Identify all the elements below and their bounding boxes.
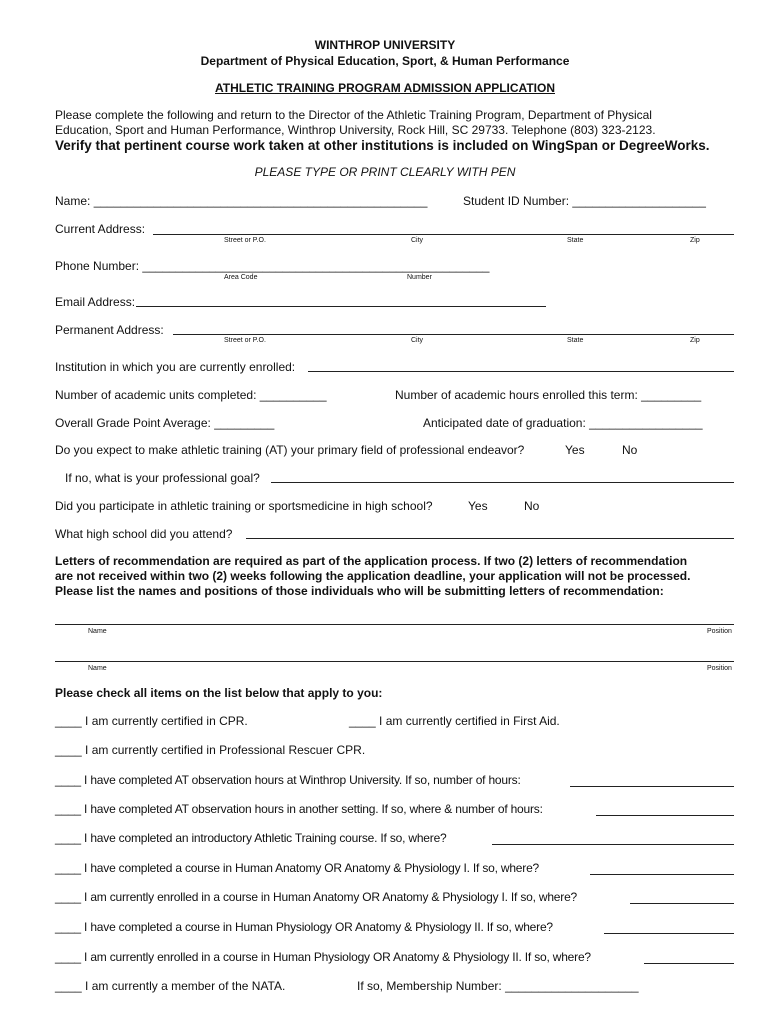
nata-number-label: If so, Membership Number: [357, 979, 506, 993]
phone-field[interactable] [55, 259, 489, 273]
units-blank[interactable]: __________ [259, 388, 327, 402]
check-physio-enrolled-label: I am currently enrolled in a course in Human Physiology OR Anatomy & Physiology II. If so, where? [84, 950, 591, 964]
hs-attend-line[interactable] [246, 538, 734, 539]
hs-no-option[interactable]: No [524, 499, 540, 513]
intro-line-2: Education, Sport and Human Performance, Winthrop University, Rock Hill, SC 29733. Telephone (803) 323-2123. [55, 123, 656, 137]
name-blank[interactable]: __________________________________________________ [93, 194, 428, 208]
permanent-state-caption: State [567, 337, 584, 344]
check-blank[interactable]: ____ [55, 979, 82, 993]
phone-label: Phone Number: [55, 259, 143, 273]
check-blank[interactable]: ____ [55, 950, 81, 964]
current-zip-caption: Zip [690, 237, 700, 244]
check-nata[interactable] [55, 979, 285, 993]
physio-enrolled-line[interactable] [644, 963, 734, 964]
check-physio-enrolled[interactable] [55, 950, 591, 964]
current-city-caption: City [411, 237, 424, 244]
permanent-address-line[interactable] [173, 334, 734, 335]
recommender-2-position-caption: Position [707, 665, 732, 672]
at-no-option[interactable]: No [622, 443, 638, 457]
gpa-label: Overall Grade Point Average: [55, 416, 215, 430]
verify-note: Verify that pertinent course work taken at other institutions is included on WingSpan or DegreeWorks. [55, 138, 710, 153]
check-blank[interactable]: ____ [55, 714, 82, 728]
check-cpr-label: I am currently certified in CPR. [85, 714, 248, 728]
gpa-field[interactable] [55, 416, 274, 430]
current-street-caption: Street or P.O. [224, 237, 266, 244]
anatomy-done-line[interactable] [590, 874, 734, 875]
check-nata-label: I am currently a member of the NATA. [85, 979, 286, 993]
check-obs-winthrop-label: I have completed AT observation hours at Winthrop University. If so, number of hours: [84, 773, 521, 787]
check-intro-course-label: I have completed an introductory Athletic Training course. If so, where? [84, 831, 447, 845]
area-code-caption: Area Code [224, 274, 258, 281]
check-obs-other[interactable] [55, 802, 543, 816]
check-anatomy-enrolled-label: I am currently enrolled in a course in Human Anatomy OR Anatomy & Physiology I. If so, where? [84, 890, 578, 904]
hours-label: Number of academic hours enrolled this term: [395, 388, 642, 402]
check-anatomy-done[interactable] [55, 861, 539, 875]
number-caption: Number [407, 274, 432, 281]
check-blank[interactable]: ____ [55, 831, 81, 845]
anatomy-enrolled-line[interactable] [630, 903, 734, 904]
graduation-field[interactable] [423, 416, 703, 430]
student-id-field[interactable] [463, 194, 706, 208]
phone-blank[interactable]: ____________________________________________________ [142, 259, 490, 273]
goal-label: If no, what is your professional goal? [65, 471, 260, 485]
at-yes-option[interactable]: Yes [565, 443, 585, 457]
print-note: PLEASE TYPE OR PRINT CLEARLY WITH PEN [254, 165, 516, 179]
student-id-blank[interactable]: ____________________ [572, 194, 706, 208]
permanent-address-label: Permanent Address: [55, 323, 164, 337]
check-first-aid[interactable] [349, 714, 560, 728]
student-id-label: Student ID Number: [463, 194, 573, 208]
hours-field[interactable] [395, 388, 701, 402]
hours-blank[interactable]: _________ [641, 388, 702, 402]
obs-winthrop-line[interactable] [570, 786, 734, 787]
units-field[interactable] [55, 388, 327, 402]
obs-other-line[interactable] [596, 815, 734, 816]
department-name: Department of Physical Education, Sport, & Human Performance [200, 54, 570, 68]
hs-yes-option[interactable]: Yes [468, 499, 488, 513]
check-first-aid-label: I am currently certified in First Aid. [379, 714, 560, 728]
letters-line-2: are not received within two (2) weeks following the application deadline, your application will not be processed. [55, 569, 691, 583]
check-blank[interactable]: ____ [55, 773, 81, 787]
current-address-line[interactable] [153, 234, 734, 235]
recommender-1-name-caption: Name [88, 628, 107, 635]
institution-line[interactable] [308, 371, 734, 372]
check-blank[interactable]: ____ [55, 920, 81, 934]
gpa-blank[interactable]: _________ [214, 416, 275, 430]
recommender-1-position-caption: Position [707, 628, 732, 635]
permanent-street-caption: Street or P.O. [224, 337, 266, 344]
goal-line[interactable] [271, 482, 734, 483]
check-blank[interactable]: ____ [55, 861, 81, 875]
name-field[interactable] [55, 194, 427, 208]
nata-number-blank[interactable]: ____________________ [505, 979, 639, 993]
form-title: ATHLETIC TRAINING PROGRAM ADMISSION APPLICATION [215, 81, 555, 95]
permanent-zip-caption: Zip [690, 337, 700, 344]
check-blank[interactable]: ____ [349, 714, 376, 728]
email-label: Email Address: [55, 295, 136, 309]
check-physio-done-label: I have completed a course in Human Physiology OR Anatomy & Physiology II. If so, where? [84, 920, 553, 934]
name-label: Name: [55, 194, 94, 208]
check-cpr[interactable] [55, 714, 248, 728]
checklist-heading: Please check all items on the list below that apply to you: [55, 686, 383, 700]
email-line[interactable] [136, 306, 546, 307]
nata-number-field[interactable] [357, 979, 639, 993]
university-name: WINTHROP UNIVERSITY [314, 38, 456, 52]
current-state-caption: State [567, 237, 584, 244]
check-blank[interactable]: ____ [55, 802, 81, 816]
physio-done-line[interactable] [604, 933, 734, 934]
intro-line-1: Please complete the following and return to the Director of the Athletic Training Program, Department of Physical [55, 108, 652, 122]
permanent-city-caption: City [411, 337, 424, 344]
check-physio-done[interactable] [55, 920, 553, 934]
at-question: Do you expect to make athletic training (AT) your primary field of professional endeavor? [55, 443, 525, 457]
check-rescuer[interactable] [55, 743, 365, 757]
hs-attend-label: What high school did you attend? [55, 527, 233, 541]
institution-label: Institution in which you are currently enrolled: [55, 360, 296, 374]
intro-course-line[interactable] [492, 844, 734, 845]
units-label: Number of academic units completed: [55, 388, 260, 402]
letters-line-1: Letters of recommendation are required as part of the application process. If two (2) letters of recommendation [55, 554, 688, 568]
letters-line-3: Please list the names and positions of those individuals who will be submitting letters of recommendation: [55, 584, 664, 598]
hs-question: Did you participate in athletic training or sportsmedicine in high school? [55, 499, 433, 513]
check-obs-other-label: I have completed AT observation hours in another setting. If so, where & number of hours: [84, 802, 543, 816]
check-blank[interactable]: ____ [55, 890, 81, 904]
check-anatomy-enrolled[interactable] [55, 890, 577, 904]
check-obs-winthrop[interactable] [55, 773, 521, 787]
graduation-blank[interactable]: _________________ [589, 416, 703, 430]
current-address-label: Current Address: [55, 222, 146, 236]
check-blank[interactable]: ____ [55, 743, 82, 757]
recommender-1-line[interactable] [55, 624, 734, 625]
graduation-label: Anticipated date of graduation: [423, 416, 590, 430]
check-anatomy-done-label: I have completed a course in Human Anatomy OR Anatomy & Physiology I. If so, where? [84, 861, 540, 875]
recommender-2-name-caption: Name [88, 665, 107, 672]
recommender-2-line[interactable] [55, 661, 734, 662]
check-intro-course[interactable] [55, 831, 447, 845]
check-rescuer-label: I am currently certified in Professional Rescuer CPR. [85, 743, 366, 757]
